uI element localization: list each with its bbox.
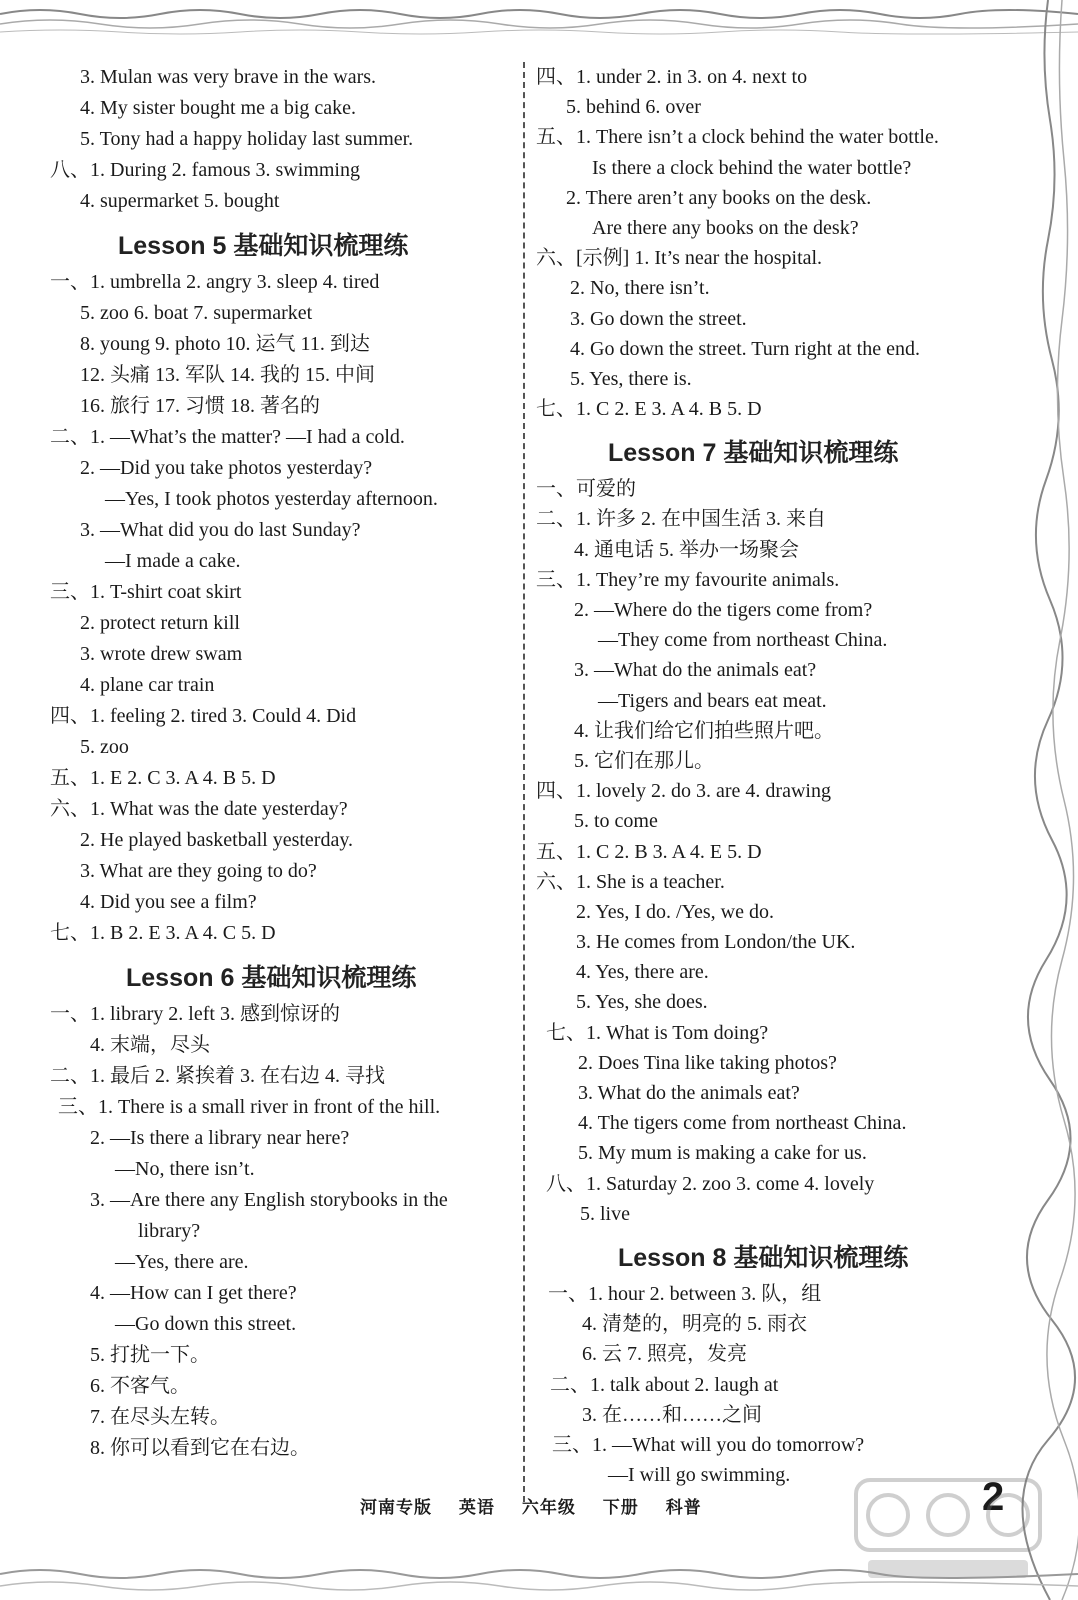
- answer-line: 4. Did you see a film?: [80, 891, 257, 913]
- answer-line: 一、1. hour 2. between 3. 队，组: [548, 1282, 822, 1305]
- answer-line: 三、1. T-shirt coat skirt: [50, 581, 242, 603]
- answer-line: 6. 云 7. 照亮，发亮: [582, 1343, 747, 1366]
- answer-line: 七、1. What is Tom doing?: [546, 1021, 769, 1044]
- footer-volume: 下册: [602, 1498, 639, 1518]
- answer-line: 4. —How can I get there?: [90, 1282, 297, 1304]
- answer-line: 二、1. talk about 2. laugh at: [550, 1373, 779, 1396]
- answer-line: 六、1. What was the date yesterday?: [50, 798, 348, 820]
- lesson-heading: Lesson 6 基础知识梳理练: [126, 964, 417, 992]
- answer-line: 2. Does Tina like taking photos?: [578, 1051, 837, 1074]
- lesson-heading: Lesson 5 基础知识梳理练: [118, 232, 409, 260]
- answer-line: 2. —Where do the tigers come from?: [574, 599, 873, 621]
- answer-line: —Go down this street.: [115, 1313, 297, 1335]
- answer-line: —Yes, I took photos yesterday afternoon.: [105, 488, 438, 510]
- answer-line: 七、1. C 2. E 3. A 4. B 5. D: [536, 398, 762, 421]
- answer-line: 3. He comes from London/the UK.: [576, 931, 856, 954]
- decorative-top-border: [0, 0, 1078, 40]
- answer-line: Is there a clock behind the water bottle?: [592, 156, 912, 179]
- answer-line: 4. The tigers come from northeast China.: [578, 1112, 907, 1135]
- answer-line: 三、1. There is a small river in front of the hill.: [58, 1096, 441, 1118]
- answer-line: 2. There aren’t any books on the desk.: [566, 186, 872, 209]
- answer-line: 5. zoo: [80, 736, 129, 758]
- answer-line: 一、1. library 2. left 3. 感到惊讶的: [50, 1003, 340, 1025]
- answer-line: 2. —Did you take photos yesterday?: [80, 457, 373, 479]
- answer-line: 3. —What do the animals eat?: [574, 659, 817, 682]
- answer-line: 4. Yes, there are.: [576, 961, 709, 984]
- answer-line: 3. —Are there any English storybooks in the: [90, 1189, 448, 1211]
- answer-line: 5. Yes, she does.: [576, 991, 708, 1014]
- lesson-heading: Lesson 8 基础知识梳理练: [618, 1243, 909, 1272]
- page-number: 2: [982, 1475, 1005, 1519]
- answer-line: 5. 它们在那儿。: [574, 749, 714, 772]
- lesson-heading: Lesson 7 基础知识梳理练: [608, 439, 899, 468]
- answer-line: 三、1. —What will you do tomorrow?: [552, 1433, 865, 1456]
- answer-line: 八、1. Saturday 2. zoo 3. come 4. lovely: [546, 1172, 875, 1195]
- answer-line: 四、1. feeling 2. tired 3. Could 4. Did: [50, 705, 357, 727]
- answer-line: 3. Mulan was very brave in the wars.: [80, 66, 377, 88]
- answer-line: 二、1. —What’s the matter? —I had a cold.: [50, 426, 405, 448]
- answer-line: 6. 不客气。: [90, 1375, 190, 1397]
- answer-line: 2. Yes, I do. /Yes, we do.: [576, 900, 774, 923]
- answer-line: 八、1. During 2. famous 3. swimming: [50, 159, 360, 181]
- answer-line: 5. live: [580, 1202, 630, 1225]
- answer-line: 8. young 9. photo 10. 运气 11. 到达: [80, 333, 370, 355]
- answer-line: 5. to come: [574, 810, 658, 833]
- answer-line: 5. Yes, there is.: [570, 367, 692, 390]
- answer-line: 3. —What did you do last Sunday?: [80, 519, 361, 541]
- answer-line: 4. plane car train: [80, 674, 215, 696]
- decorative-right-border: [1018, 0, 1078, 1600]
- answer-line: 4. My sister bought me a big cake.: [80, 97, 357, 119]
- answer-line: 3. 在……和……之间: [582, 1403, 762, 1426]
- right-column: [536, 62, 1006, 1490]
- answer-line: 五、1. C 2. B 3. A 4. E 5. D: [536, 840, 762, 863]
- answer-line: 5. Tony had a happy holiday last summer.: [80, 128, 414, 150]
- answer-line: —No, there isn’t.: [115, 1158, 255, 1180]
- answer-line: 三、1. They’re my favourite animals.: [536, 568, 840, 591]
- answer-line: 一、可爱的: [536, 478, 636, 501]
- answer-line: 5. My mum is making a cake for us.: [578, 1142, 867, 1165]
- answer-line: 2. He played basketball yesterday.: [80, 829, 354, 851]
- footer-grade: 六年级: [521, 1498, 576, 1518]
- answer-line: —Tigers and bears eat meat.: [598, 689, 827, 712]
- watermark-logo: [848, 1470, 1048, 1590]
- answer-line: 2. —Is there a library near here?: [90, 1127, 350, 1149]
- page-footer: [360, 1493, 740, 1519]
- answer-line: 六、1. She is a teacher.: [536, 870, 725, 893]
- answer-line: —I will go swimming.: [608, 1464, 791, 1487]
- answer-line: 5. 打扰一下。: [90, 1344, 210, 1366]
- answer-line: 五、1. E 2. C 3. A 4. B 5. D: [50, 767, 276, 789]
- answer-line: 七、1. B 2. E 3. A 4. C 5. D: [50, 922, 276, 944]
- answer-line: —They come from northeast China.: [598, 629, 888, 652]
- answer-line: 五、1. There isn’t a clock behind the water bottle.: [536, 126, 939, 149]
- answer-line: —I made a cake.: [105, 550, 241, 572]
- column-divider: [523, 62, 525, 1502]
- answer-line: 7. 在尽头左转。: [90, 1406, 230, 1428]
- answer-line: 12. 头痛 13. 军队 14. 我的 15. 中间: [80, 364, 375, 386]
- answer-line: library?: [138, 1220, 201, 1242]
- answer-line: 5. zoo 6. boat 7. supermarket: [80, 302, 313, 324]
- answer-line: 4. 末端，尽头: [90, 1034, 210, 1056]
- answer-line: 4. 让我们给它们拍些照片吧。: [574, 719, 834, 742]
- answer-line: 四、1. lovely 2. do 3. are 4. drawing: [536, 780, 831, 803]
- answer-line: 3. wrote drew swam: [80, 643, 243, 665]
- answer-line: 六、[示例] 1. It’s near the hospital.: [536, 247, 823, 270]
- left-column: [50, 62, 510, 1464]
- answer-line: 3. What do the animals eat?: [578, 1082, 800, 1104]
- footer-publisher: 科普: [665, 1498, 702, 1518]
- answer-line: 16. 旅行 17. 习惯 18. 著名的: [80, 395, 320, 417]
- answer-line: 5. behind 6. over: [566, 96, 701, 119]
- answer-line: 2. No, there isn’t.: [570, 277, 710, 300]
- answer-line: 8. 你可以看到它在右边。: [90, 1437, 310, 1459]
- answer-line: 二、1. 许多 2. 在中国生活 3. 来自: [536, 508, 826, 531]
- answer-line: 3. Go down the street.: [570, 307, 747, 330]
- footer-edition: 河南专版: [360, 1498, 432, 1518]
- footer-subject: 英语: [458, 1498, 495, 1518]
- answer-line: 一、1. umbrella 2. angry 3. sleep 4. tired: [50, 271, 380, 293]
- answer-line: 4. 通电话 5. 举办一场聚会: [574, 538, 799, 561]
- answer-line: 4. supermarket 5. bought: [80, 190, 280, 212]
- answer-line: —Yes, there are.: [115, 1251, 249, 1273]
- answer-line: 2. protect return kill: [80, 612, 240, 634]
- answer-line: Are there any books on the desk?: [592, 216, 859, 239]
- answer-line: 二、1. 最后 2. 紧挨着 3. 在右边 4. 寻找: [50, 1065, 385, 1087]
- answer-line: 3. What are they going to do?: [80, 860, 317, 882]
- answer-line: 4. 清楚的，明亮的 5. 雨衣: [582, 1313, 807, 1336]
- answer-line: 4. Go down the street. Turn right at the end.: [570, 337, 920, 360]
- answer-line: 四、1. under 2. in 3. on 4. next to: [536, 66, 808, 88]
